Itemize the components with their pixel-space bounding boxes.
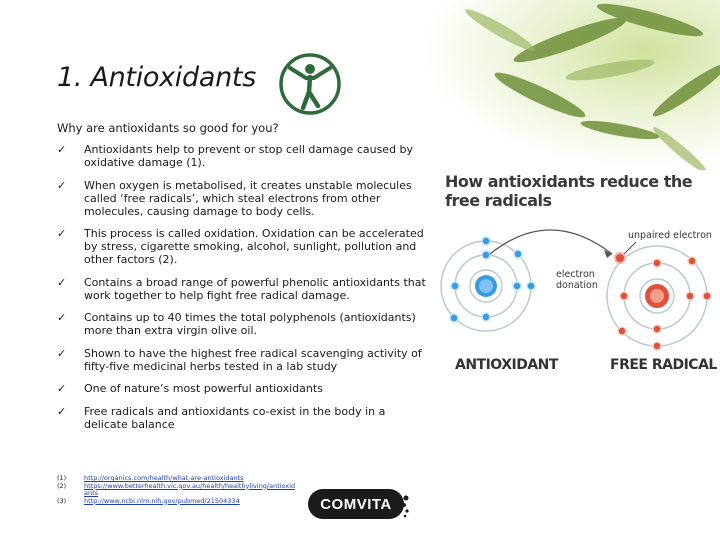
check-icon: ✓ <box>57 227 67 240</box>
benefit-list <box>57 143 427 440</box>
reference-link[interactable]: http://www.ncbi.nlm.nih.gov/pubmed/21504334 <box>84 496 240 505</box>
references <box>57 475 299 505</box>
check-icon: ✓ <box>57 143 67 156</box>
free-radical-label: FREE RADICAL <box>610 357 717 373</box>
check-icon: ✓ <box>57 275 67 289</box>
unpaired-electron <box>615 253 625 263</box>
olive-leaves-background <box>420 0 720 170</box>
reference-link[interactable]: https://www.betterhealth.vic.gov.au/health/healthyliving/antioxidants <box>84 481 296 497</box>
list-item: ✓ Contains up to 40 times the total polyphenols (antioxidants) more than extra virgin olive oil. <box>57 311 416 337</box>
person-arms-raised-circle-icon <box>278 52 342 116</box>
check-icon: ✓ <box>57 311 67 324</box>
reference-row: (3) http://www.ncbi.nlm.nih.gov/pubmed/21504334 <box>57 498 299 506</box>
list-item: ✓ When oxygen is metabolised, it creates unstable molecules called ‘free radicals’, which steal electrons from other molecules, causing damage to body cells. <box>57 178 412 218</box>
list-item: ✓ Antioxidants help to prevent or stop cell damage caused by oxidative damage (1). <box>57 143 414 169</box>
list-item: ✓ One of nature’s most powerful antioxidants <box>57 382 323 395</box>
reference-link[interactable]: http://organics.com/health/what-are-antioxidants <box>84 474 244 482</box>
diagram-title: How antioxidants reduce the free radicals <box>445 172 693 210</box>
list-item: ✓ Shown to have the highest free radical scavenging activity of fifty-five medicinal herbs tested in a lab study <box>57 346 422 373</box>
comvita-logo: COMVITA <box>308 486 412 524</box>
reference-row: (1) http://organics.com/health/what-are-antioxidants <box>57 475 299 483</box>
list-item: ✓ Free radicals and antioxidants co-exist in the body in a delicate balance <box>57 404 386 431</box>
list-item: ✓ This process is called oxidation. Oxidation can be accelerated by stress, cigarette smoking, alcohol, sunlight, pollution and other factors (2). <box>57 227 424 266</box>
check-icon: ✓ <box>57 404 67 418</box>
slide-subtitle: Why are antioxidants so good for you? <box>57 121 279 135</box>
list-item: ✓ Contains a broad range of powerful phenolic antioxidants that work together to help fight free radical damage. <box>57 275 426 302</box>
check-icon: ✓ <box>57 382 67 395</box>
electron-donation-label: electron donation <box>556 269 598 291</box>
antioxidant-label: ANTIOXIDANT <box>455 357 558 373</box>
slide-title: 1. Antioxidants <box>57 62 256 93</box>
check-icon: ✓ <box>57 346 67 360</box>
check-icon: ✓ <box>57 178 67 192</box>
unpaired-electron-label: unpaired electron <box>628 230 712 241</box>
leaf-swirl-icon <box>400 494 412 518</box>
reference-row: (2) https://www.betterhealth.vic.gov.au/health/healthyliving/antioxidants <box>57 483 299 498</box>
